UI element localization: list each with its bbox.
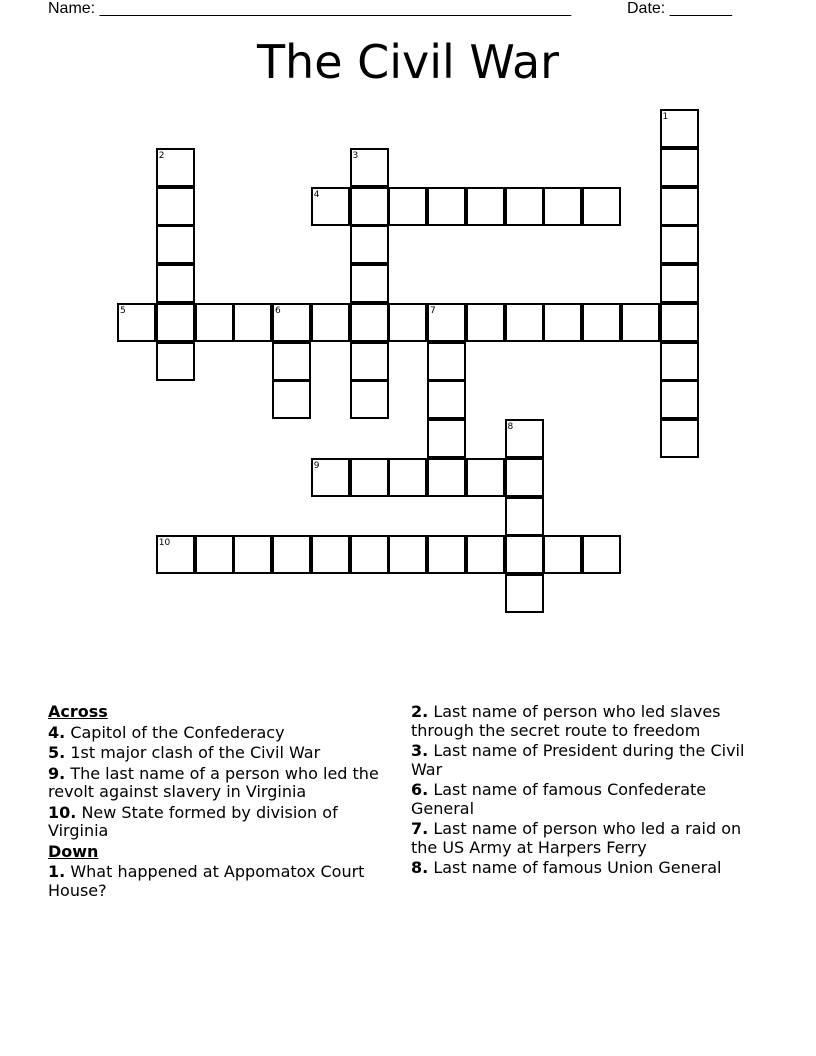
grid-cell[interactable] [427,380,466,419]
grid-cell[interactable] [427,187,466,226]
grid-cell[interactable] [466,458,505,497]
grid-cell[interactable] [272,535,311,574]
grid-cell[interactable] [660,380,699,419]
grid-cell[interactable] [582,303,621,342]
grid-cell[interactable] [660,303,699,342]
grid-cell[interactable] [156,342,195,381]
clue-number: 10. [48,802,77,822]
grid-cell[interactable] [350,458,389,497]
clue-number-label: 8 [507,422,514,432]
grid-cell[interactable] [660,264,699,303]
grid-cell[interactable] [272,342,311,381]
clue-down-6 [411,781,756,818]
grid-cell[interactable] [543,535,582,574]
clue-number: 5. [48,743,66,762]
date-field[interactable] [627,0,732,18]
clue-down-3 [411,742,756,779]
grid-cell[interactable] [350,535,389,574]
clue-number-label: 3 [352,150,359,161]
grid-cell[interactable] [427,342,466,381]
date-label: Date: [627,0,666,17]
date-line[interactable]: _______ [669,0,732,17]
clue-number: 1. [48,862,66,881]
grid-cell[interactable] [660,342,699,381]
clue-down-7 [411,820,756,857]
grid-cell[interactable] [543,303,582,342]
clue-number-label: 7 [430,305,436,316]
clue-text: Last name of famous Union General [433,858,722,877]
grid-cell[interactable] [427,419,466,458]
grid-cell[interactable] [350,303,389,342]
name-label: Name: [48,0,96,17]
grid-cell[interactable] [427,458,466,497]
clue-text: Last name of President during the Civil War [411,741,745,779]
clue-text: Capitol of the Confederacy [70,722,285,742]
grid-cell[interactable] [543,187,582,226]
grid-cell[interactable] [582,187,621,226]
grid-cell[interactable] [272,380,311,419]
clue-number: 6. [411,780,429,799]
grid-cell[interactable] [350,187,389,226]
clue-text: New State formed by division of Virginia [48,802,338,840]
clue-across-5 [48,744,393,763]
grid-cell[interactable] [156,303,195,342]
clue-text: Last name of famous Confederate General [411,780,707,818]
grid-cell[interactable] [195,535,234,574]
clue-across-4 [48,724,393,743]
grid-cell[interactable] [660,419,699,458]
grid-cell[interactable] [388,187,427,226]
clue-number-label: 4 [313,189,320,200]
grid-cell[interactable] [621,303,660,342]
across-heading: Across [48,702,108,721]
grid-cell[interactable] [156,264,195,303]
name-line[interactable]: _____________________________________________________ [99,0,572,17]
grid-cell[interactable] [388,458,427,497]
clue-number-label: 10 [158,538,171,549]
grid-cell[interactable] [505,458,544,497]
grid-cell[interactable] [311,535,350,574]
clues-left-column [48,703,393,902]
clue-text: What happened at Appomatox Court House? [48,862,365,900]
grid-cell[interactable] [350,264,389,303]
clue-down-8 [411,859,756,878]
grid-cell[interactable] [505,303,544,342]
grid-cell[interactable] [660,187,699,226]
clue-across-9 [48,765,393,802]
clue-number: 3. [411,741,429,760]
grid-cell[interactable] [582,535,621,574]
grid-cell[interactable] [505,574,544,613]
grid-cell[interactable] [427,535,466,574]
clue-number-label: 6 [275,305,281,316]
clue-number-label: 5 [120,305,126,316]
grid-cell[interactable] [505,497,544,536]
clue-number-label: 1 [662,112,669,122]
grid-cell[interactable] [350,342,389,381]
clue-text: The last name of a person who led the revolt against slavery in Virginia [48,763,379,801]
clue-across-10 [48,804,393,841]
clue-text: Last name of person who led slaves through the secret route to freedom [411,702,721,740]
grid-cell[interactable] [466,535,505,574]
clue-number: 4. [48,722,66,742]
grid-cell[interactable] [350,225,389,264]
clue-number-label: 9 [313,460,320,471]
grid-cell[interactable] [233,535,272,574]
grid-cell[interactable] [466,303,505,342]
grid-cell[interactable] [505,187,544,226]
down-heading: Down [48,841,99,861]
grid-cell[interactable] [660,148,699,187]
grid-cell[interactable] [233,303,272,342]
grid-cell[interactable] [660,225,699,264]
clue-down-1 [48,863,393,900]
clue-text: 1st major clash of the Civil War [70,743,321,762]
clues-right-column [411,703,756,880]
grid-cell[interactable] [388,303,427,342]
grid-cell[interactable] [156,187,195,226]
clue-number-label: 2 [158,150,165,161]
clue-down-2 [411,703,756,740]
clue-number: 2. [411,702,429,721]
clue-number: 9. [48,763,66,783]
grid-cell[interactable] [388,535,427,574]
page-title: The Civil War [256,35,560,89]
clue-number: 7. [411,819,429,838]
header [48,0,740,20]
clue-text: Last name of person who led a raid on the US Army at Harpers Ferry [411,819,742,857]
grid-cell[interactable] [195,303,234,342]
name-field[interactable] [48,0,571,18]
grid-cell[interactable] [505,535,544,574]
grid-cell[interactable] [156,225,195,264]
grid-cell[interactable] [466,187,505,226]
grid-cell[interactable] [350,380,389,419]
grid-cell[interactable] [311,303,350,342]
clue-number: 8. [411,858,429,877]
